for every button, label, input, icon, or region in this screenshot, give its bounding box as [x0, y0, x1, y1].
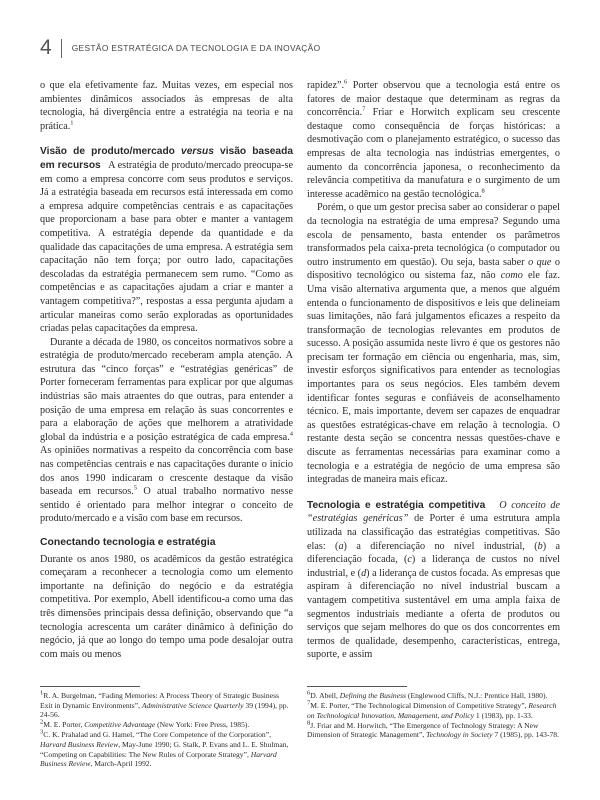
paragraph: Visão de produto/mercado versus visão baseada em recursos A estratégia de produto/mercado preocupa-se em como a empresa concorre com seus produtos e serviços. Já a estratégia baseada em recursos está interessada em como a empresa adquire competências centrais e as capacitações que proporcionam a base para obter e manter a vantagem competitiva. A estratégia depende da quantidade e da qualidade das capacitações de uma empresa. A estratégia sem capacitação não tem força; por outro lado, capacitações descoladas da estratégia permanecem sem rumo. “Como as competências e as capacitações ajudam a criar e manter a vantagem competitiva?”, respostas a essa pergunta ajudam a articular maneiras como serão exploradas as oportunidades criadas pelas capacitações da empresa.	[40, 146, 294, 335]
running-title: GESTÃO ESTRATÉGICA DA TECNOLOGIA E DA INOVAÇÃO	[71, 43, 321, 53]
footnote: $^8$J. Friar and M. Horwitch, “The Emergence of Technology Strategy: A New Dimension of Strategic Management”, Technology in Society 7 (1985), pp. 143-78.	[307, 719, 559, 740]
header-divider	[61, 39, 62, 58]
page-number: 4	[40, 36, 52, 59]
footnote: $^6$D. Abell, Defining the Business (Englewood Cliffs, N.J.: Prentice Hall, 1980).	[307, 689, 548, 700]
footnote-ref: 8	[481, 187, 485, 195]
footnotes-left	[40, 686, 293, 769]
paragraph: o que ela efetivamente faz. Muitas vezes, em especial nos ambientes dinâmicos associados às empresas de alta tecnologia, há divergência entre a estratégia na teoria e na prática.$^1$	[40, 80, 293, 132]
subsection-heading: Conectando tecnologia e estratégia	[40, 537, 216, 548]
footnote-ref: 4	[289, 430, 293, 438]
footnote-ref: 6	[344, 78, 348, 86]
page-header	[40, 38, 320, 58]
paragraph: rapidez”.$^6$ Porter observou que a tecnologia está entre os fatores de maior destaque que determinam as regras da concorrência.$^7$ Friar e Horwitch explicam seu crescente destaque como consequência de forças históricas: a desmotivação com o planejamento estratégico, o sucesso das empresas de alta tecnologia nas indústrias emergentes, o aumento da concorrência japonesa, o reconhecimento da relevância competitiva da manufatura e o surgimento de um interesse acadêmico na gestão tecnológica.$^8$	[307, 78, 560, 200]
footnote-rule	[40, 686, 140, 687]
footnote: $^2$M. E. Porter, Competitive Advantage (New York: Free Press, 1985).	[40, 718, 250, 730]
footnote: $^1$R. A. Burgelman, “Fading Memories: A Process Theory of Strategic Business Exit in Dynamic Environments”, Administrative Science Quarterly 39 (1994), pp. 24-56.	[40, 689, 289, 720]
paragraph: Porém, o que um gestor precisa saber ao considerar o papel da tecnologia na estratégia de uma empresa? Segundo uma escola de pensamento, basta entender os parâmetros transformados pela caixa-preta tecnológica (o computador ou outro instrumento em questão). Ou seja, basta saber o que o dispositivo tecnológico ou sistema faz, não como ele faz. Uma visão alternativa argumenta que, a menos que alguém entenda o funcionamento de dispositivos e leis que delineiam suas limitações, não fará julgamentos eficazes a respeito da transformação de tecnologias relevantes em produtos de sucesso. A posição assumida neste livro é que os gestores não precisam ter formação em ciência ou engenharia, mas, sim, investir esforços significativos para entender as tecnologias importantes para os seus negócios. Eles também devem identificar fontes seguras e confiáveis de aconselhamento técnico. E, mais importante, devem ser capazes de enquadrar as questões estratégicas-chave em relação à tecnologia. O restante desta seção se concentra nessas questões-chave e discute as ferramentas necessárias para examinar como a tecnologia e a estratégia de negócio de uma empresa são integradas de maneira mais eficaz.	[307, 202, 560, 486]
footnote-rule	[307, 686, 407, 687]
footnote-ref: 5	[133, 484, 138, 492]
left-column	[40, 79, 293, 661]
footnote-ref: 1	[70, 119, 74, 127]
right-column	[307, 79, 560, 662]
footnote-ref: 7	[362, 105, 366, 113]
footnotes-right	[307, 686, 560, 740]
paragraph: Durante a década de 1980, os conceitos normativos sobre a estratégia de produto/mercado receberam ampla atenção. A estrutura das “cinco forças” e “estratégias genéricas” de Porter forneceram ferramentas para explicar por que algumas indústrias são mais atraentes do que outras, para entender a posição de uma empresa em relação às suas concorrentes e para a elaboração de ações que melhorem a atratividade global da indústria e a posição estratégica de cada empresa.$^4$ As opiniões normativas a respeito da concorrência com base nas competências centrais e nas capacitações durante o início dos anos 1990 indicaram o crescente destaque da visão baseada em recursos.$^5$ O atual trabalho normativo nesse sentido é orientado para melhor integrar o conceito de produto/mercado e a visão com base em recursos.	[40, 336, 293, 525]
section-heading: Visão de produto/mercado versus visão baseada em recursos	[40, 146, 293, 171]
footnote: $^3$C. K. Prahalad and G. Hamel, “The Core Competence of the Corporation”, Harvard Business Review, May-June 1990; G. Stalk, P. Evans and L. E. Shulman, “Competing on Capabilities: The New Rules of Corporate Strategy”, Harvard Business Review, March-April 1992.	[40, 728, 289, 769]
paragraph: Tecnologia e estratégia competitiva O conceito de “estratégias genéricas” de Porter é uma estrutura ampla utilizada na classificação das estratégias competitivas. São elas: (a) a diferenciação no nível industrial, (b) a diferenciação focada, (c) a liderança de custos no nível industrial, e (d) a liderança de custos focada. As empresas que aspiram à diferenciação no nível industrial buscam a vantagem competitiva sustentável em uma ampla faixa de segmentos industriais mediante a oferta de produtos ou serviços que sejam melhores do que os dos concorrentes em termos de qualidade, desempenho, características, entrega, suporte, e assim	[307, 499, 561, 661]
section-heading: Tecnologia e estratégia competitiva	[307, 499, 486, 511]
footnote: $^7$M. E. Porter, “The Technological Dimension of Competitive Strategy”, Research on Technological Innovation, Management, and Policy 1 (1983), pp. 1-33.	[307, 699, 557, 720]
paragraph: Durante os anos 1980, os acadêmicos da gestão estratégica começaram a reconhecer a tecnologia como um elemento importante na definição do negócio e da estratégia competitiva. Por exemplo, Abell identificou-a como uma das três dimensões principais dessa definição, observando que “a tecnologia acrescenta um caráter dinâmico à definição do negócio, já que ao longo do tempo uma pode desalojar outra com mais ou menos	[40, 553, 293, 660]
